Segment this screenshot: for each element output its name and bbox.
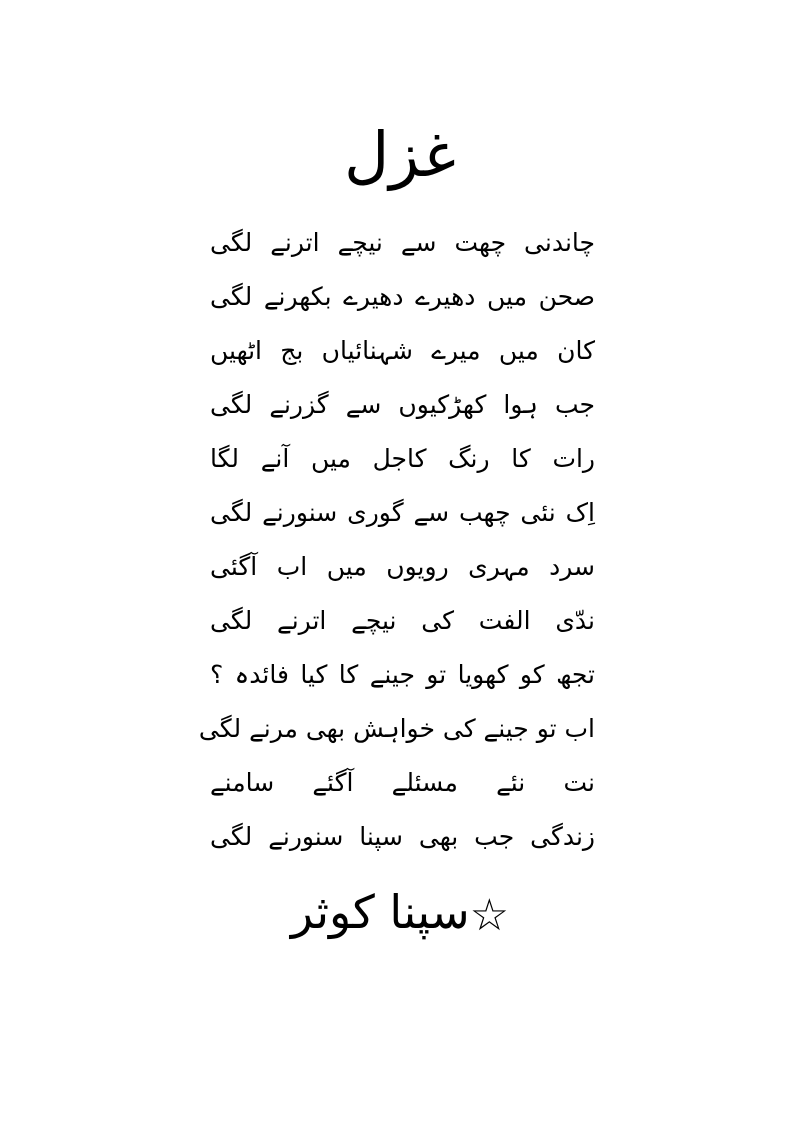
verse-line: رات کا رنگ کاجل میں آنے لگا xyxy=(210,444,595,473)
verse-line: صحن میں دھیرے دھیرے بکھرنے لگی xyxy=(210,282,595,311)
star-icon: ☆ xyxy=(469,889,510,941)
verse-line: نت نئے مسئلے آگئے سامنے xyxy=(210,768,595,797)
poem-body xyxy=(198,223,595,871)
verse-line: جب ہوا کھڑکیوں سے گزرنے لگی xyxy=(210,390,595,419)
verse-line: اِک نئی چھب سے گوری سنورنے لگی xyxy=(210,498,595,527)
verse-line: کان میں میرے شہنائیاں بج اٹھیں xyxy=(210,336,595,365)
poem-title: غزل xyxy=(344,118,456,191)
verse-line: چاندنی چھت سے نیچے اترنے لگی xyxy=(210,228,595,257)
verse-line: اب تو جینے کی خواہش بھی مرنے لگی xyxy=(198,714,595,743)
verse-line: زندگی جب بھی سپنا سنورنے لگی xyxy=(210,822,595,851)
poet-signature xyxy=(270,872,530,952)
verse-line: تجھ کو کھویا تو جینے کا کیا فائدہ ؟ xyxy=(210,660,595,689)
verse-line: سرد مہری رویوں میں اب آگئی xyxy=(210,552,595,581)
poet-name: سپنا کوثر xyxy=(290,885,470,939)
verse-line: ندّی الفت کی نیچے اترنے لگی xyxy=(210,606,595,635)
